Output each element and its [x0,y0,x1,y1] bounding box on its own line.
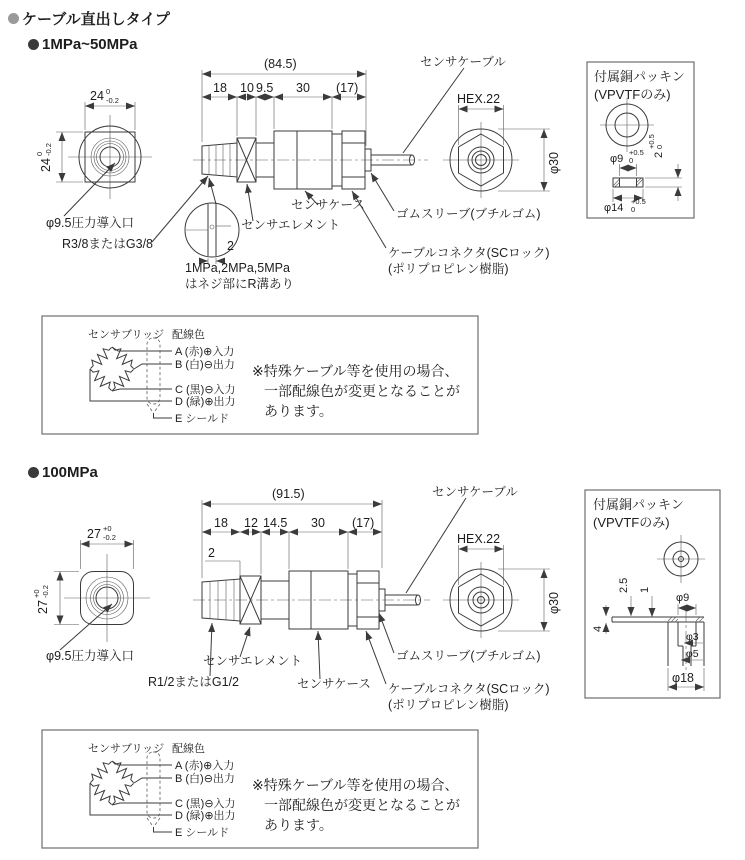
end-view-1 [443,92,561,198]
dim-seg4-1: 30 [296,81,310,95]
label-cable-connector-1b: (ポリプロピレン樹脂) [388,262,509,276]
wire-label-d-2: D (緑)⊕出力 [175,810,236,822]
packing-thick-tol-up-1: +0.5 [647,134,656,149]
wire-label-b-2: B (白)⊖出力 [175,773,235,785]
dim-total-2: (91.5) [272,487,305,501]
label-sensor-case-2: センサケース [297,677,371,691]
thread-detail-1 [185,178,294,291]
packing-title-1a: 付属銅パッキン [594,69,685,84]
dim-width-tol-up-1: 0 [106,87,111,96]
subsection-bullet-icon [28,39,39,50]
wire-label-e-1: E シールド [175,413,230,425]
label-sensor-case-1: センサケース [291,198,365,212]
packing-dim-b-2: 2.5 [618,577,630,593]
section2-drawing [0,460,745,720]
label-thread-1: R3/8またはG3/8 [62,237,154,251]
dim-dia-1: φ30 [547,151,561,174]
bridge-label-2: センサブリッジ [88,743,165,755]
dim-width-2: 27 [87,527,101,541]
dim-height-tol-low-2: -0.2 [41,585,50,598]
dim-height-tol-up-2: +0 [32,589,41,598]
label-pressure-inlet-1: φ9.5圧力導入口 [46,216,134,230]
wire-label-c-2: C (黒)⊖入力 [175,798,236,810]
wiring-note-2a: ※特殊ケーブル等を使用の場合、 [252,777,459,793]
packing-dim-c-2: 1 [639,586,651,593]
packing-dim-hole-2: φ9 [676,592,690,604]
packing-dim-d3-2: φ3 [686,631,699,643]
label-thread-2: R1/2またはG1/2 [148,675,240,689]
label-sensor-cable-2: センサケーブル [432,485,518,499]
wiring-note-1b: 一部配線色が変更となることが [264,383,460,399]
dim-seg1-2: 18 [214,516,228,530]
wire-label-a-2: A (赤)⊕入力 [175,760,235,772]
label-rubber-sleeve-2: ゴムスリーブ(ブチルゴム) [396,649,541,663]
wiring-note-2c: あります。 [264,817,333,833]
wire-label-e-2: E シールド [175,827,230,839]
label-cable-connector-2a: ケーブルコネクタ(SCロック) [388,682,550,696]
packing-dim-a-2: 4 [592,625,604,632]
packing-box-1 [587,62,694,218]
detail-note-1a: 1MPa,2MPa,5MPa [185,261,290,275]
packing-dim-outer-1: φ14 [604,202,624,214]
packing-title-2a: 付属銅パッキン [593,497,684,512]
wiring-note-1c: あります。 [264,403,333,419]
dim-height-tol-up-1: 0 [35,151,44,156]
dim-height-1: 24 [39,158,53,172]
dim-seg2-1: 10 [240,81,254,95]
wiring-diagram-1 [87,328,460,425]
dim-seg4-2: 30 [311,516,325,530]
detail-note-1b: はネジ部にR溝あり [185,277,295,291]
label-pressure-inlet-2: φ9.5圧力導入口 [46,649,134,663]
cable-bundle-outline [147,752,160,818]
packing-box-2 [585,490,720,698]
doc-title-row [8,8,170,29]
section1-heading: 1MPa~50MPa [42,36,138,53]
dim-width-tol-low-1: -0.2 [106,96,119,105]
wire-label-b-1: B (白)⊖出力 [175,359,235,371]
dim-seg1-1: 18 [213,81,227,95]
dim-hex-2: HEX.22 [457,532,501,546]
color-header-2: 配線色 [172,743,205,755]
packing-dim-d5-2: φ5 [686,648,699,660]
packing-tol-low-1: 0 [629,156,634,165]
detail-dim-1: 2 [227,239,234,253]
front-view-1 [35,87,208,251]
packing-dim-hole-1: φ9 [610,153,624,165]
wiring-note-2b: 一部配線色が変更となることが [264,797,460,813]
bridge-label-1: センサブリッジ [88,329,165,341]
packing-thick-tol-low-1: 0 [655,144,664,149]
section1-wiring-box [38,312,483,444]
doc-title: ケーブル直出しタイプ [22,11,170,28]
label-rubber-sleeve-1: ゴムスリーブ(ブチルゴム) [396,207,541,221]
label-sensor-element-2: センサエレメント [203,654,303,668]
packing-tol-up-1: +0.5 [629,148,644,157]
side-view-2 [193,485,550,712]
section-bullet-icon [8,13,19,24]
dim-seg3-2: 14.5 [263,516,288,530]
label-cable-connector-2b: (ポリプロピレン樹脂) [388,698,509,712]
packing-dim-thick-1: 2 [653,151,665,158]
label-sensor-cable-1: センサケーブル [420,55,506,69]
packing-dim-outer-2: φ18 [672,671,695,685]
dim-width-tol-low-2: -0.2 [103,533,116,542]
dim-seg2-2: 12 [244,516,258,530]
dim-width-1: 24 [90,89,104,103]
wire-label-d-1: D (緑)⊕出力 [175,396,236,408]
dim-seg5-1: (17) [336,81,359,95]
side-view-1 [193,55,550,276]
wire-label-c-1: C (黒)⊖入力 [175,384,236,396]
dim-width-tol-up-2: +0 [103,524,112,533]
label-sensor-element-1: センサエレメント [241,218,341,232]
dim-seg3-1: 9.5 [256,81,274,95]
section2-wiring-box [38,726,483,858]
dim-step-2: 2 [208,546,215,560]
dim-hex-1: HEX.22 [457,92,501,106]
section1-drawing [0,50,745,300]
dim-dia-2: φ30 [547,591,561,614]
dim-height-2: 27 [36,600,50,614]
wiring-note-1a: ※特殊ケーブル等を使用の場合、 [252,363,459,379]
wiring-diagram-2 [87,742,460,839]
dim-total-1: (84.5) [264,57,297,71]
section2-heading: 100MPa [42,464,98,481]
packing-outer-tol-up-1: +0.5 [631,197,646,206]
dim-seg5-2: (17) [352,516,375,530]
packing-title-1b: (VPVTFのみ) [594,87,671,102]
dim-height-tol-low-1: -0.2 [44,143,53,156]
end-view-2 [443,532,561,638]
label-cable-connector-1a: ケーブルコネクタ(SCロック) [388,246,550,260]
color-header-1: 配線色 [172,329,205,341]
wire-label-a-1: A (赤)⊕入力 [175,346,235,358]
packing-outer-tol-low-1: 0 [631,205,636,214]
cable-bundle-outline [147,338,160,404]
packing-title-2b: (VPVTFのみ) [593,515,670,530]
